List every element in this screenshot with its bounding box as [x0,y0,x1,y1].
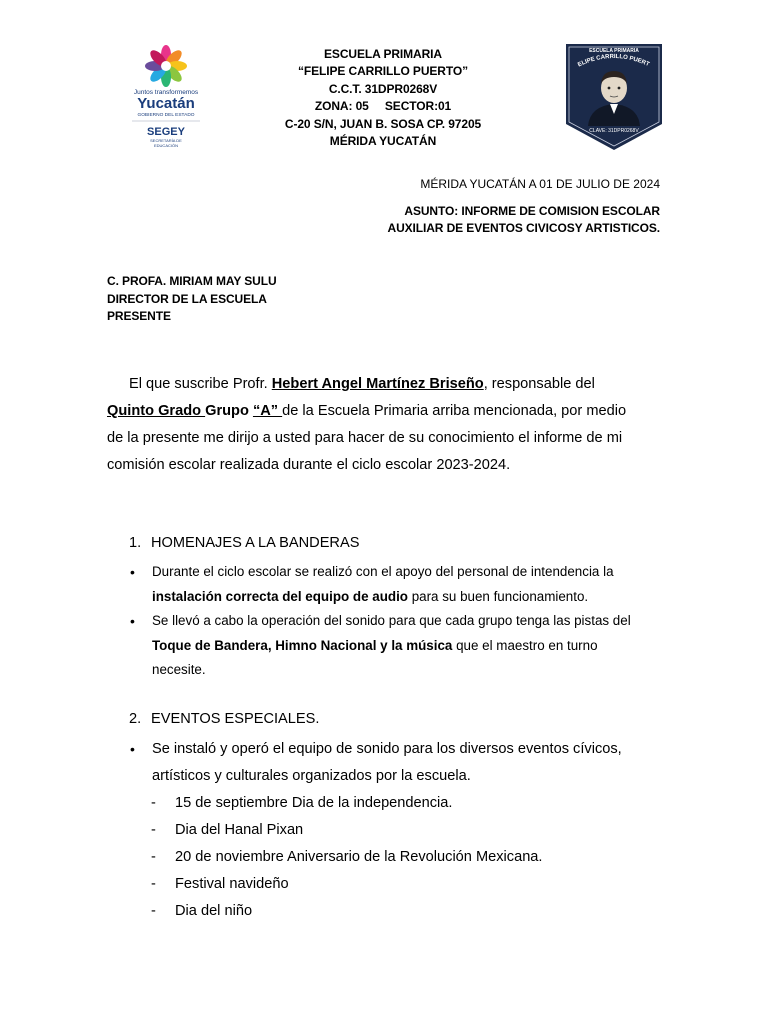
event-3: 20 de noviembre Aniversario de la Revolución Mexicana. [175,849,543,865]
date-line: MÉRIDA YUCATÁN A 01 DE JULIO DE 2024 [420,177,660,191]
dash-icon: - [151,876,156,892]
bullet-icon: • [130,741,135,757]
bullet-icon: • [130,564,135,580]
dash-icon: - [151,822,156,838]
event-item [129,844,669,871]
dash-icon: - [151,795,156,811]
intro-text-b: , responsable del [483,376,595,392]
shield-arc-line1: ESCUELA PRIMARIA [589,48,639,54]
bullet-1-line-2 [152,585,669,610]
event-1: 15 de septiembre Dia de la independencia. [175,795,453,811]
header-line-1: ESCUELA PRIMARIA [324,47,442,61]
event-item [129,898,669,925]
list-item [129,609,669,683]
event-item [129,871,669,898]
bullet-2-line-3: necesite. [152,662,206,677]
list-item [129,560,669,609]
logo-gov: GOBIERNO DEL ESTADO [137,113,195,118]
grade: Quinto Grado [107,403,206,419]
bullet-2-bold: Toque de Bandera, Himno Nacional y la música [152,637,453,653]
shield-clave: CLAVE: 31DPR0268V [589,128,639,134]
group-letter: “A” [252,403,283,419]
bullet-1-bold: instalación correcta del equipo de audio [152,588,408,604]
subject-line-2: AUXILIAR DE EVENTOS CIVICOSY ARTISTICOS. [387,221,660,235]
bullet-2-line-2 [152,634,669,659]
intro-line-2 [107,398,667,425]
logo-agency-sub2: EDUCACIÓN [153,143,179,148]
header-line-6: MÉRIDA YUCATÁN [329,134,437,149]
intro-line-1 [107,371,667,398]
logo-agency-sub1: SECRETARÍA DE [150,138,182,143]
intro-paragraph [107,371,667,479]
recipient-line-3: PRESENTE [107,309,171,323]
intro-text-a: El que suscribe Profr. [129,376,272,392]
logo-tagline: Juntos transformemos [133,89,199,96]
bullet-1-line-1: Durante el ciclo escolar se realizó con el apoyo del personal de intendencia la [152,564,614,579]
school-shield-icon [566,44,662,152]
bullet-2-line-1: Se llevó a cabo la operación del sonido para que cada grupo tenga las pistas del [152,613,631,628]
event-5: Dia del niño [175,903,253,919]
logo-agency: SEGEY [147,126,185,138]
header-line-3: C.C.T. 31DPR0268V [328,81,438,96]
section-2-title-text: EVENTOS ESPECIALES. [151,711,320,727]
subject-block [388,203,661,237]
header-line-5: C-20 S/N, JUAN B. SOSA CP. 97205 [284,116,482,131]
section-2-bullet-line-1: Se instaló y operó el equipo de sonido para los diversos eventos cívicos, [152,741,622,757]
intro-line-3: de la presente me dirijo a usted para hacer de su conocimiento el informe de mi [107,430,623,446]
section-1-number: 1. [129,535,142,551]
shield-arc-line2: ELIPE CARRILLO PUERT [577,53,650,69]
bullet-2-rest: que el maestro en turno [452,637,598,653]
section-1-title [129,535,359,551]
bullet-1-rest: para su buen funcionamiento. [407,588,589,604]
list-item [129,736,669,790]
teacher-name: Hebert Angel Martínez Briseño [271,376,484,392]
school-header [230,46,536,150]
section-2-bullets [129,736,669,925]
section-1-title-text: HOMENAJES A LA BANDERAS [151,535,360,551]
intro-line-4: comisión escolar realizada durante el ciclo escolar 2023-2024. [107,457,511,473]
bullet-icon: • [130,613,135,629]
event-item [129,790,669,817]
recipient-line-1: C. PROFA. MIRIAM MAY SULU [107,274,277,288]
subject-line-1: ASUNTO: INFORME DE COMISION ESCOLAR [404,204,660,218]
dash-icon: - [151,849,156,865]
logo-state: Yucatán [137,95,195,112]
yucatan-segey-logo [118,44,218,156]
event-2: Dia del Hanal Pixan [175,822,304,838]
section-2-number: 2. [129,711,142,727]
school-shield-logo [566,44,662,152]
intro-text-c: de la Escuela Primaria arriba mencionada, por medio [282,403,627,419]
group-label: Grupo [205,403,253,419]
yucatan-flower-icon [118,44,218,156]
section-2-title [129,711,319,727]
event-item [129,817,669,844]
section-1-bullets [129,560,669,683]
dash-icon: - [151,903,156,919]
recipient-line-2: DIRECTOR DE LA ESCUELA [107,291,267,306]
event-4: Festival navideño [175,876,289,892]
section-2-bullet-line-2: artísticos y culturales organizados por la escuela. [152,768,471,784]
recipient-block [107,273,277,326]
header-line-4: ZONA: 05 SECTOR:01 [314,99,452,114]
header-line-2: “FELIPE CARRILLO PUERTO” [297,64,469,79]
